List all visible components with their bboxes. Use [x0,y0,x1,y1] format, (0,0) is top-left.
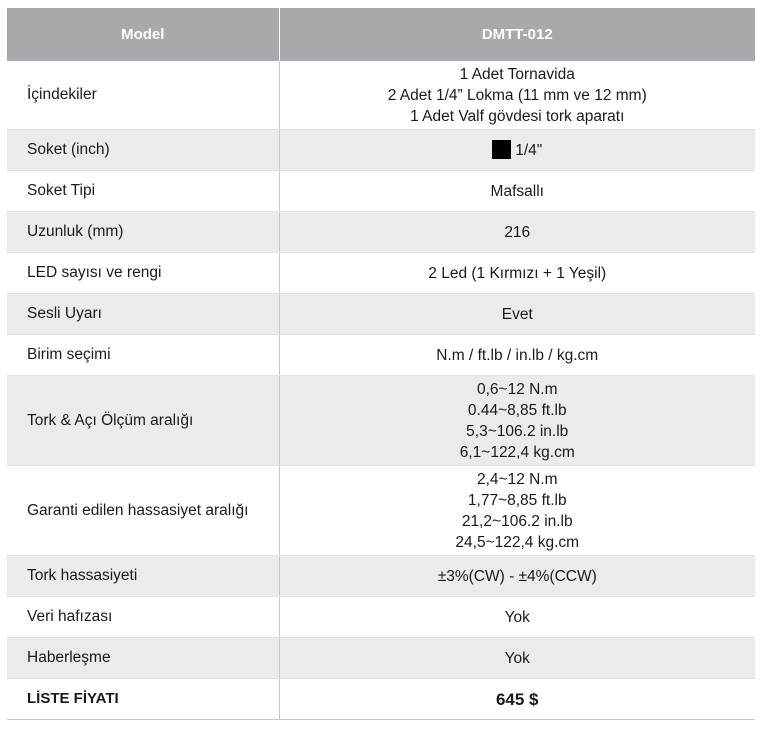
row-unit-selection [7,335,755,376]
row-measure-range [7,376,755,466]
range-line: 0.44~8,85 ft.lb [467,401,567,419]
row-torque-accuracy [7,556,755,597]
contents-line: 1 Adet Valf gövdesi tork aparatı [410,107,625,125]
row-label: Uzunluk (mm) [7,212,279,253]
row-label: Sesli Uyarı [7,294,279,335]
range-line: 6,1~122,4 kg.cm [459,443,575,461]
row-led [7,253,755,294]
row-value: ±3%(CW) - ±4%(CCW) [279,556,755,597]
row-length [7,212,755,253]
row-label: Garanti edilen hassasiyet aralığı [7,466,279,556]
range-line: 24,5~122,4 kg.cm [455,533,580,551]
socket-inch-value [279,130,755,171]
range-line: 21,2~106.2 in.lb [461,512,573,530]
range-line: 0,6~12 N.m [476,380,558,398]
row-label: Haberleşme [7,638,279,679]
row-socket-inch [7,130,755,171]
row-value: 216 [279,212,755,253]
measure-range-value [279,376,755,466]
row-label: LED sayısı ve rengi [7,253,279,294]
model-code-header: DMTT-012 [279,8,755,61]
row-communication [7,638,755,679]
row-socket-type [7,171,755,212]
row-label: Veri hafızası [7,597,279,638]
row-guaranteed-range [7,466,755,556]
model-header: Model [7,8,279,61]
guaranteed-range-value [279,466,755,556]
row-label: Tork & Açı Ölçüm aralığı [7,376,279,466]
contents-line: 2 Adet 1/4” Lokma (11 mm ve 12 mm) [387,86,647,104]
row-label: Soket (inch) [7,130,279,171]
row-value: Evet [279,294,755,335]
row-data-memory [7,597,755,638]
row-value: Mafsallı [279,171,755,212]
row-value: N.m / ft.lb / in.lb / kg.cm [279,335,755,376]
row-label: Soket Tipi [7,171,279,212]
spec-table [7,8,755,720]
list-price-value: 645 $ [279,679,755,720]
header-row [7,8,755,61]
range-line: 5,3~106.2 in.lb [466,422,569,440]
row-audible-alert [7,294,755,335]
row-contents [7,61,755,130]
row-label: Birim seçimi [7,335,279,376]
list-price-label: LİSTE FİYATI [7,679,279,720]
square-drive-icon [492,140,511,159]
row-label: İçindekiler [7,61,279,130]
range-line: 2,4~12 N.m [476,470,558,488]
contents-line: 1 Adet Tornavida [459,65,575,83]
socket-size: 1/4" [515,141,543,159]
row-value: 2 Led (1 Kırmızı + 1 Yeşil) [279,253,755,294]
row-list-price [7,679,755,720]
row-value: Yok [279,597,755,638]
row-value: Yok [279,638,755,679]
contents-value [279,61,755,130]
row-label: Tork hassasiyeti [7,556,279,597]
range-line: 1,77~8,85 ft.lb [467,491,567,509]
